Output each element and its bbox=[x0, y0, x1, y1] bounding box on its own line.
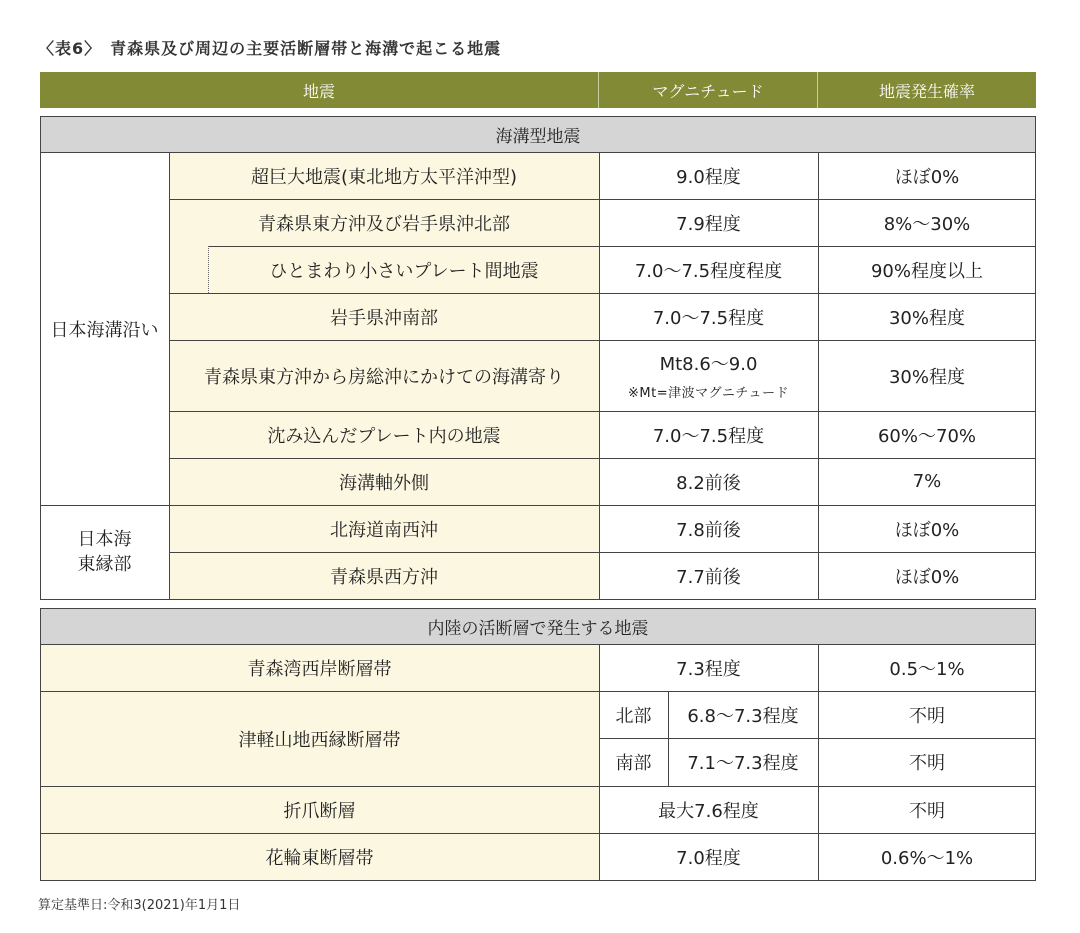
row-probability: 90%程度以上 bbox=[818, 246, 1036, 293]
row-magnitude: 7.0〜7.5程度 bbox=[599, 293, 818, 340]
grid-line bbox=[169, 552, 1036, 553]
row-magnitude: 9.0程度 bbox=[599, 152, 818, 199]
row-magnitude: 7.1〜7.3程度 bbox=[668, 738, 818, 786]
row-magnitude: Mt8.6〜9.0 bbox=[659, 354, 758, 375]
grid-line bbox=[169, 293, 1036, 294]
row-magnitude: 7.7前後 bbox=[599, 552, 818, 599]
row-name: 沈み込んだプレート内の地震 bbox=[169, 411, 599, 458]
row-probability: 8%〜30% bbox=[818, 199, 1036, 246]
grid-line bbox=[169, 199, 1036, 200]
row-name: 青森県東方沖から房総沖にかけての海溝寄り bbox=[169, 340, 599, 411]
grid-line bbox=[40, 786, 1036, 787]
grid-line bbox=[599, 152, 600, 599]
grid-line bbox=[40, 691, 1036, 692]
calculation-date-note: 算定基準日:令和3(2021)年1月1日 bbox=[38, 898, 241, 913]
grid-line bbox=[40, 505, 1036, 506]
row-name: 北海道南西沖 bbox=[169, 505, 599, 552]
row-name: 青森湾西岸断層帯 bbox=[40, 644, 599, 691]
grid-line bbox=[169, 458, 1036, 459]
grid-line bbox=[599, 738, 1036, 739]
row-probability: 60%〜70% bbox=[818, 411, 1036, 458]
row-name: ひとまわり小さいプレート間地震 bbox=[269, 260, 539, 282]
grid-line bbox=[40, 833, 1036, 834]
subrow-name-cell bbox=[169, 246, 599, 293]
section-title-trench: 海溝型地震 bbox=[40, 116, 1036, 152]
header-magnitude: マグニチュード bbox=[599, 72, 818, 108]
segment-label-south: 南部 bbox=[599, 738, 668, 786]
row-probability: 不明 bbox=[818, 691, 1036, 738]
grid-line bbox=[169, 152, 170, 599]
row-probability: 0.5〜1% bbox=[818, 644, 1036, 691]
section-title-inland: 内陸の活断層で発生する地震 bbox=[40, 608, 1036, 644]
grid-line bbox=[40, 152, 1036, 153]
grid-line bbox=[599, 644, 600, 880]
row-probability: 30%程度 bbox=[818, 293, 1036, 340]
row-probability: ほぼ0% bbox=[818, 152, 1036, 199]
grid-line bbox=[818, 152, 819, 599]
row-name: 超巨大地震(東北地方太平洋沖型) bbox=[169, 152, 599, 199]
row-magnitude: 7.8前後 bbox=[599, 505, 818, 552]
group-label-japan-trench: 日本海溝沿い bbox=[40, 152, 169, 505]
row-magnitude: 7.0程度 bbox=[599, 833, 818, 880]
row-probability: 不明 bbox=[818, 786, 1036, 833]
row-magnitude: 7.0〜7.5程度 bbox=[599, 411, 818, 458]
row-probability: 0.6%〜1% bbox=[818, 833, 1036, 880]
row-probability: 不明 bbox=[818, 738, 1036, 786]
row-magnitude: 最大7.6程度 bbox=[599, 786, 818, 833]
row-name: 折爪断層 bbox=[40, 786, 599, 833]
row-name: 岩手県沖南部 bbox=[169, 293, 599, 340]
row-magnitude: 7.0〜7.5程度程度 bbox=[599, 246, 818, 293]
row-name: 津軽山地西縁断層帯 bbox=[40, 691, 599, 786]
row-magnitude: 7.9程度 bbox=[599, 199, 818, 246]
row-probability: 30%程度 bbox=[818, 340, 1036, 411]
grid-line bbox=[169, 340, 1036, 341]
row-probability: 7% bbox=[818, 458, 1036, 505]
header-earthquake: 地震 bbox=[40, 72, 599, 108]
table-caption: 〈表6〉 青森県及び周辺の主要活断層帯と海溝で起こる地震 bbox=[38, 39, 502, 58]
subrow-indent-line bbox=[208, 246, 209, 293]
row-probability: ほぼ0% bbox=[818, 552, 1036, 599]
row-magnitude: 8.2前後 bbox=[599, 458, 818, 505]
header-probability: 地震発生確率 bbox=[818, 72, 1036, 108]
row-magnitude-cell bbox=[599, 340, 818, 411]
row-name: 青森県東方沖及び岩手県沖北部 bbox=[169, 199, 599, 246]
grid-line bbox=[169, 411, 1036, 412]
magnitude-note: ※Mt=津波マグニチュード bbox=[628, 386, 789, 401]
grid-line bbox=[818, 644, 819, 880]
row-name: 海溝軸外側 bbox=[169, 458, 599, 505]
segment-label-north: 北部 bbox=[599, 691, 668, 738]
row-name: 花輪東断層帯 bbox=[40, 833, 599, 880]
row-probability: ほぼ0% bbox=[818, 505, 1036, 552]
grid-line bbox=[208, 246, 599, 247]
row-name: 青森県西方沖 bbox=[169, 552, 599, 599]
row-magnitude: 7.3程度 bbox=[599, 644, 818, 691]
group-label-sea-of-japan-east: 日本海 東縁部 bbox=[40, 505, 169, 599]
grid-line bbox=[40, 644, 1036, 645]
grid-line bbox=[599, 246, 1036, 247]
row-magnitude: 6.8〜7.3程度 bbox=[668, 691, 818, 738]
